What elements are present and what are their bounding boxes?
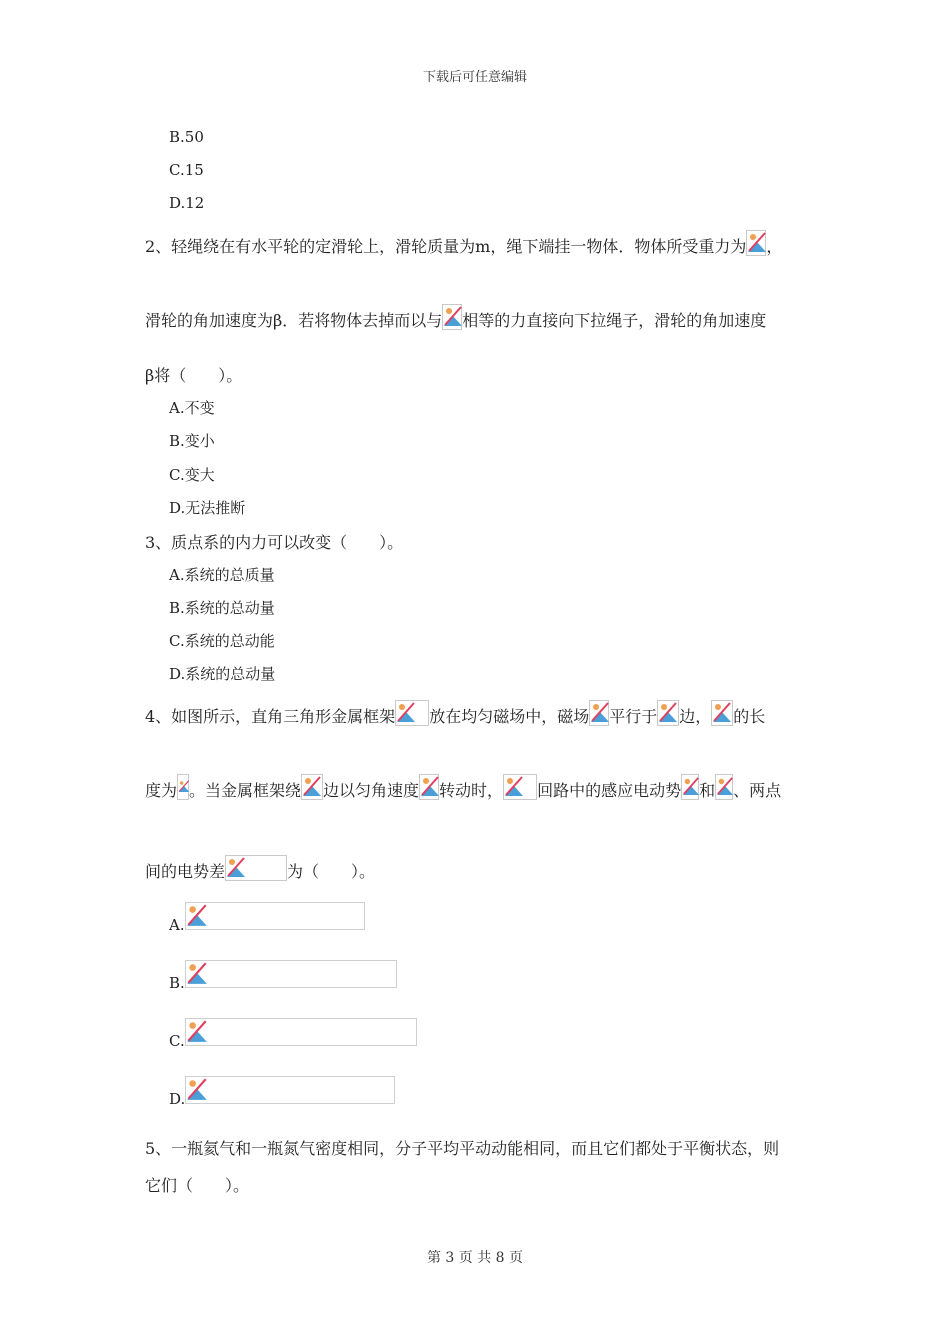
- page-footer: 第 3 页 共 8 页: [426, 1250, 524, 1266]
- q3-stem: 3、质点系的内力可以改变（ ）。: [145, 533, 404, 552]
- q4-line1-text-5: 的长: [733, 707, 766, 726]
- formula-image-icon: [746, 230, 766, 256]
- q4-line1-text-3: 平行于: [609, 707, 658, 726]
- q5-stem-line2: 它们（ ）。: [145, 1176, 250, 1195]
- formula-image-icon: [301, 774, 323, 800]
- q4-line2-text-5: 回路中的感应电动势: [537, 781, 682, 800]
- q4-line1-text-4: 边，: [679, 707, 712, 726]
- q4-line2-text-7: 、两点: [733, 781, 782, 800]
- q4-line2-text-3: 边以匀角速度: [323, 781, 420, 800]
- q4-line2-text-2: 。当金属框架绕: [189, 781, 302, 800]
- q2-line1-end: ，: [766, 237, 783, 256]
- q4-line1-text-2: 放在均匀磁场中，磁场: [429, 707, 590, 726]
- q4-option-c-formula-image: [185, 1018, 417, 1046]
- q5-stem-line1: 5、一瓶氦气和一瓶氮气密度相同，分子平均平动动能相同，而且它们都处于平衡状态，则: [145, 1139, 780, 1158]
- q4-stem-line1: [145, 700, 765, 727]
- q4-option-c-label: C.: [169, 1032, 185, 1050]
- q4-line2-text-6: 和: [699, 781, 716, 800]
- q3-option-c: C.系统的总动能: [169, 632, 275, 650]
- formula-image-icon: [711, 700, 733, 726]
- q2-stem-line3: β将（ ）。: [145, 366, 243, 385]
- q4-option-d-label: D.: [169, 1090, 186, 1108]
- q3-option-d: D.系统的总动量: [169, 665, 276, 683]
- q4-line3-text-2: 为（ ）。: [287, 862, 376, 881]
- page-header: 下载后可任意编辑: [422, 70, 527, 85]
- q4-option-a-label: A.: [169, 916, 185, 934]
- q4-option-a-formula-image: [185, 902, 365, 930]
- q1-option-d: D.12: [169, 194, 205, 212]
- formula-image-icon: [186, 903, 208, 927]
- q1-option-b: B.50: [169, 128, 204, 146]
- q4-option-d-formula-image: [185, 1076, 395, 1104]
- q4-option-b-label: B.: [169, 974, 185, 992]
- formula-image-icon: [442, 304, 462, 330]
- formula-image-icon: [186, 1019, 208, 1043]
- formula-image-icon: [186, 961, 208, 985]
- q4-line2-text-4: 转动时，: [439, 781, 504, 800]
- formula-image-icon: [681, 774, 699, 800]
- q3-option-b: B.系统的总动量: [169, 599, 275, 617]
- q4-line2-text-1: 度为: [145, 781, 178, 800]
- formula-image-icon: [225, 855, 287, 881]
- q4-option-b-formula-image: [185, 960, 397, 988]
- q4-stem-line2: [145, 774, 781, 801]
- formula-image-icon: [186, 1077, 208, 1101]
- formula-image-icon: [589, 700, 609, 726]
- formula-image-icon: [177, 774, 189, 800]
- q2-option-d: D.无法推断: [169, 499, 246, 517]
- q2-option-b: B.变小: [169, 432, 215, 450]
- q2-stem-line1: [145, 230, 782, 257]
- formula-image-icon: [657, 700, 679, 726]
- q2-option-a: A.不变: [169, 399, 215, 417]
- q2-line2-a: 滑轮的角加速度为β．若将物体去掉而以与: [145, 311, 443, 330]
- q1-option-c: C.15: [169, 161, 204, 179]
- q3-option-a: A.系统的总质量: [169, 566, 275, 584]
- q2-option-c: C.变大: [169, 466, 215, 484]
- formula-image-icon: [503, 774, 537, 800]
- formula-image-icon: [715, 774, 733, 800]
- q4-line3-text-1: 间的电势差: [145, 862, 226, 881]
- q2-line1-text: 2、轻绳绕在有水平轮的定滑轮上，滑轮质量为m，绳下端挂一物体．物体所受重力为: [145, 237, 747, 256]
- formula-image-icon: [395, 700, 429, 726]
- formula-image-icon: [419, 774, 439, 800]
- q2-line2-b: 相等的力直接向下拉绳子，滑轮的角加速度: [462, 311, 767, 330]
- q4-stem-line3: [145, 855, 375, 882]
- q2-stem-line2: [145, 304, 766, 331]
- q4-line1-text-1: 4、如图所示，直角三角形金属框架: [145, 707, 396, 726]
